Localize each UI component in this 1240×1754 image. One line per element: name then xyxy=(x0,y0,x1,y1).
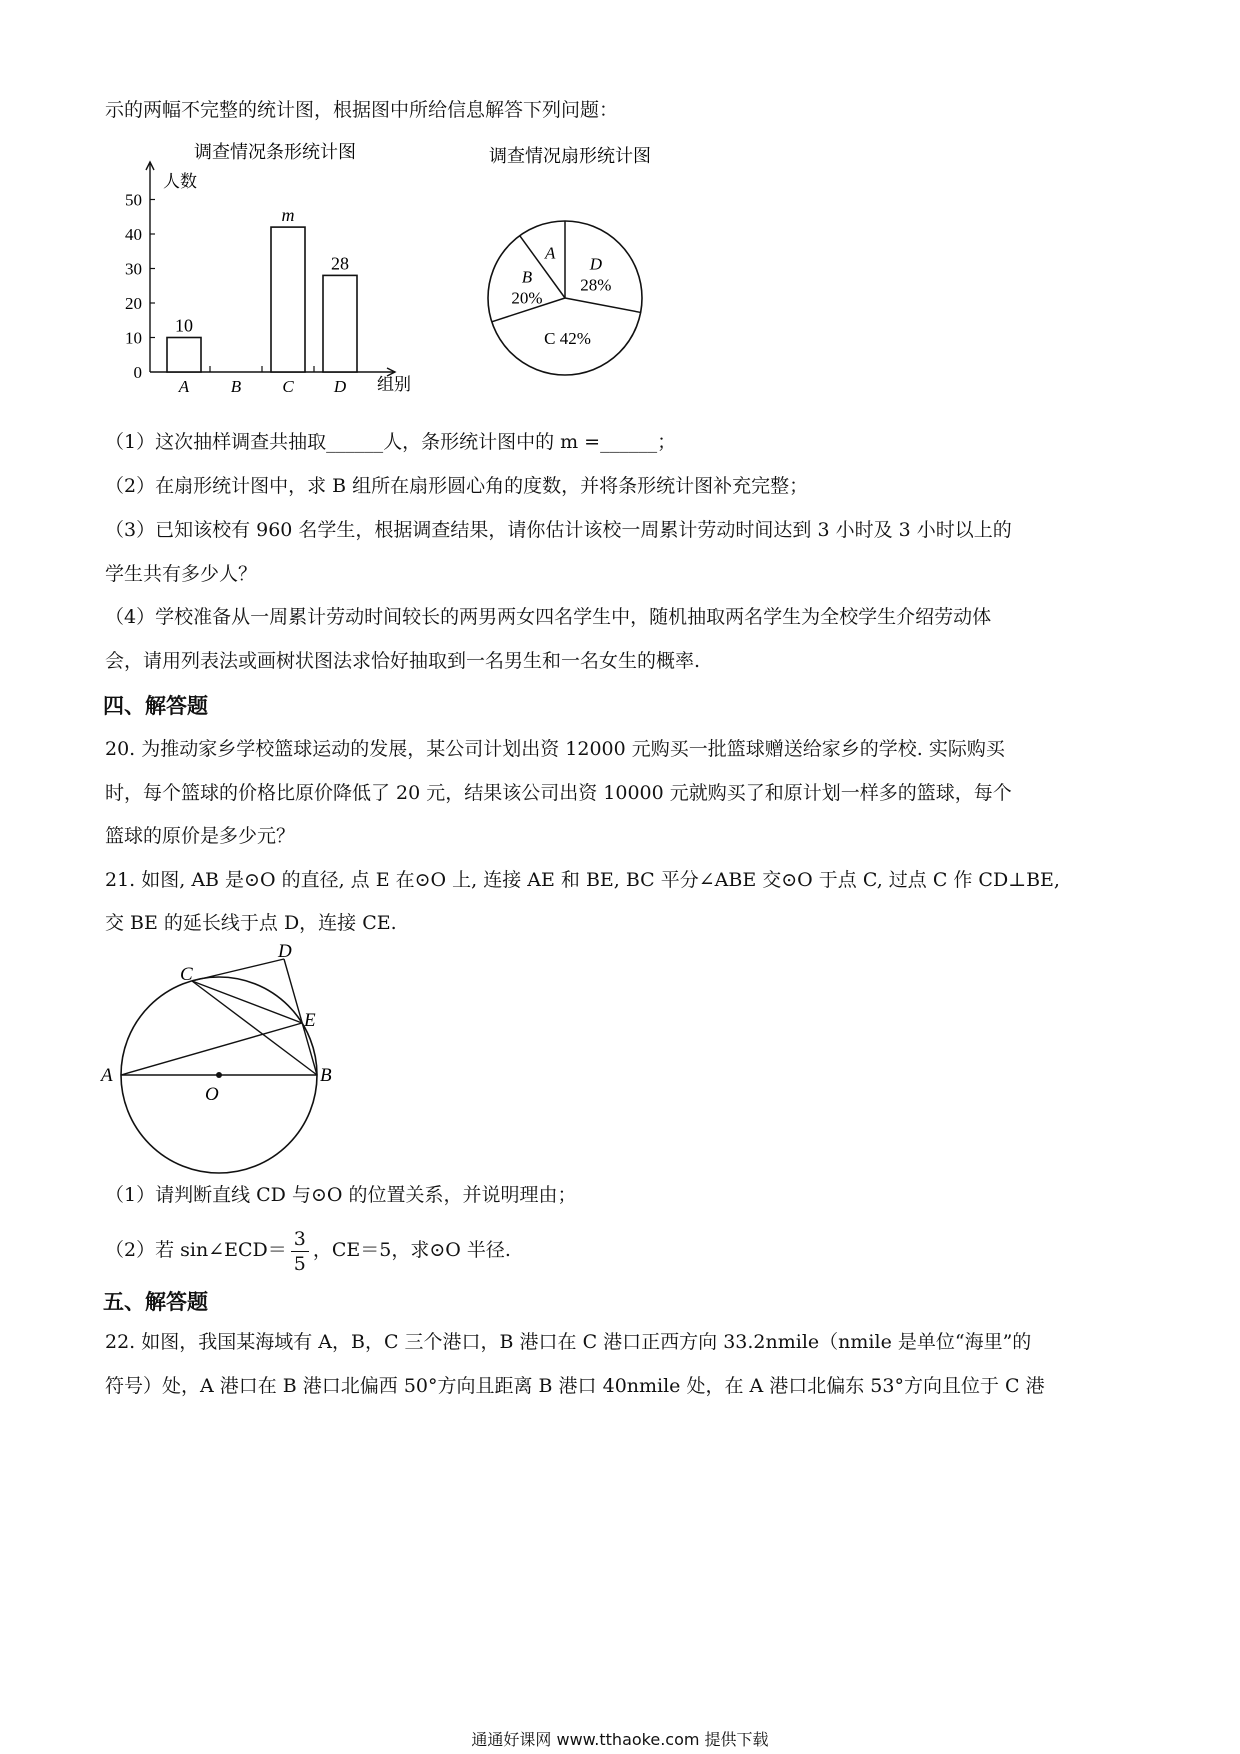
label-A: A xyxy=(101,1065,113,1086)
label-O: O xyxy=(205,1084,219,1105)
label-D: D xyxy=(278,941,292,962)
x-tick-label: D xyxy=(333,377,347,396)
q20-line1: 20. 为推动家乡学校篮球运动的发展，某公司计划出资 12000 元购买一批篮球赠送给家乡的学校. 实际购买 xyxy=(105,738,1005,760)
q21-line1: 21. 如图, AB 是⊙O 的直径, 点 E 在⊙O 上, 连接 AE 和 BE, BC 平分∠ABE 交⊙O 于点 C, 过点 C 作 CD⊥BE, xyxy=(105,869,1060,891)
pie-slice-label: C 42% xyxy=(544,328,591,348)
bar xyxy=(271,227,305,372)
q19-part4-line2: 会，请用列表法或画树状图法求恰好抽取到一名男生和一名女生的概率. xyxy=(105,650,701,672)
bar-chart-title: 调查情况条形统计图 xyxy=(194,142,356,162)
bar-chart-xlabel: 组别 xyxy=(377,375,411,394)
footer-text: 通通好课网 www.tthaoke.com 提供下载 xyxy=(471,1730,769,1749)
y-tick-label: 40 xyxy=(125,225,142,244)
pie-slice-label: A xyxy=(545,243,556,263)
label-E: E xyxy=(304,1010,316,1031)
pie-slice-percent: 20% xyxy=(511,288,543,308)
q21-part2-suffix: ，CE＝5，求⊙O 半径. xyxy=(312,1239,511,1261)
pie-slice-label: B xyxy=(521,267,533,287)
bar xyxy=(167,338,201,373)
q19-part3-line1: （3）已知该校有 960 名学生，根据调查结果，请你估计该校一周累计劳动时间达到 3 小时及 3 小时以上的 xyxy=(105,519,1012,541)
bar-chart-ylabel: 人数 xyxy=(163,172,197,191)
bar xyxy=(323,275,357,372)
y-tick-label: 0 xyxy=(133,363,142,382)
q21-line2: 交 BE 的延长线于点 D，连接 CE. xyxy=(105,912,397,934)
x-tick-label: A xyxy=(178,377,190,396)
fraction-denominator: 5 xyxy=(293,1252,306,1275)
q19-part4-line1: （4）学校准备从一周累计劳动时间较长的两男两女四名学生中，随机抽取两名学生为全校学生介绍劳动体 xyxy=(105,606,992,628)
y-tick-label: 50 xyxy=(125,190,142,210)
intro-text: 示的两幅不完整的统计图，根据图中所给信息解答下列问题： xyxy=(105,99,619,121)
section-heading-4: 四、解答题 xyxy=(103,694,208,718)
bar-data-label: 28 xyxy=(331,253,349,274)
q19-part1: （1）这次抽样调查共抽取______人，条形统计图中的 m =______； xyxy=(105,431,677,453)
bar-data-label: m xyxy=(281,205,295,226)
y-tick-label: 10 xyxy=(125,328,142,348)
q20-line3: 篮球的原价是多少元？ xyxy=(105,825,296,847)
circle-geometry-figure xyxy=(95,940,355,1175)
y-tick-label: 20 xyxy=(125,294,142,313)
q19-part2: （2）在扇形统计图中，求 B 组所在扇形圆心角的度数，并将条形统计图补充完整； xyxy=(105,475,809,497)
bar-data-label: 10 xyxy=(175,315,193,336)
label-B: B xyxy=(320,1065,332,1086)
x-tick-label: B xyxy=(230,377,242,396)
pie-slice-label: D xyxy=(589,254,602,274)
q20-line2: 时，每个篮球的价格比原价降低了 20 元，结果该公司出资 10000 元就购买了和原计划一样多的篮球，每个 xyxy=(105,782,1012,804)
q22-line2: 符号）处，A 港口在 B 港口北偏西 50°方向且距离 B 港口 40nmile 处，在 A 港口北偏东 53°方向且位于 C 港 xyxy=(105,1375,1045,1397)
pie-chart xyxy=(470,140,670,405)
label-C: C xyxy=(180,964,193,985)
fraction xyxy=(291,1227,309,1276)
q19-part3-line2: 学生共有多少人？ xyxy=(105,563,258,585)
q22-line1: 22. 如图，我国某海域有 A，B，C 三个港口，B 港口在 C 港口正西方向 33.2nmile（nmile 是单位“海里”的 xyxy=(105,1331,1032,1353)
pie-slice-percent: 28% xyxy=(580,275,612,295)
q21-part2 xyxy=(105,1220,511,1280)
q21-part2-prefix: （2）若 sin∠ECD＝ xyxy=(105,1239,287,1261)
pie-chart-title: 调查情况扇形统计图 xyxy=(489,146,651,166)
x-tick-label: C xyxy=(282,377,294,396)
section-heading-5: 五、解答题 xyxy=(103,1290,208,1314)
q21-part1: （1）请判断直线 CD 与⊙O 的位置关系，并说明理由； xyxy=(105,1184,577,1206)
y-tick-label: 30 xyxy=(125,259,142,279)
bar-chart xyxy=(115,140,425,405)
fraction-numerator: 3 xyxy=(291,1227,309,1252)
